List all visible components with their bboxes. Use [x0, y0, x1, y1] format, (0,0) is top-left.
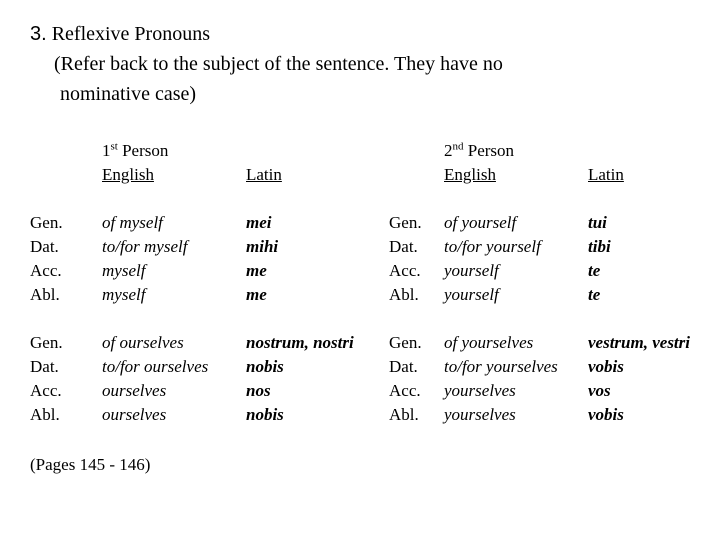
- case-label: Dat.: [389, 237, 418, 256]
- title-text: Reflexive Pronouns: [51, 23, 210, 45]
- latin-form: vobis: [588, 357, 624, 376]
- case-label: Abl.: [389, 285, 419, 304]
- case-label: Dat.: [389, 357, 418, 376]
- latin-form: me: [246, 285, 267, 304]
- case-label: Abl.: [389, 405, 419, 424]
- english-form: myself: [102, 285, 146, 304]
- latin-form: mihi: [246, 237, 279, 256]
- latin-form: vos: [588, 381, 611, 400]
- first-singular-english: [102, 211, 187, 307]
- second-person-latin-header: Latin: [588, 165, 624, 184]
- english-form: ourselves: [102, 405, 167, 424]
- english-form: myself: [102, 261, 146, 280]
- english-form: yourself: [444, 285, 499, 304]
- second-person-heading: [444, 139, 514, 163]
- english-form: to/for myself: [102, 237, 188, 256]
- english-form: yourselves: [444, 381, 516, 400]
- first-person-ordinal: 1: [102, 141, 111, 160]
- english-form: of myself: [102, 213, 163, 232]
- title-note-line-2: nominative case): [60, 83, 197, 105]
- case-label: Acc.: [389, 261, 421, 280]
- english-form: to/for yourselves: [444, 357, 558, 376]
- second-plural-cases: [389, 331, 422, 427]
- english-form: of yourself: [444, 213, 517, 232]
- latin-form: me: [246, 261, 267, 280]
- case-label: Abl.: [30, 405, 60, 424]
- case-label: Gen.: [389, 213, 422, 232]
- second-plural-latin: [588, 331, 690, 427]
- english-form: ourselves: [102, 381, 167, 400]
- latin-form: te: [588, 285, 601, 304]
- case-label: Acc.: [30, 381, 62, 400]
- page-reference: (Pages 145 - 146): [30, 455, 151, 474]
- latin-form: nobis: [246, 405, 284, 424]
- english-form: to/for ourselves: [102, 357, 209, 376]
- second-plural-english: [444, 331, 558, 427]
- second-person-ordinal-suffix: nd: [452, 140, 464, 153]
- case-label: Abl.: [30, 285, 60, 304]
- english-form: to/for yourself: [444, 237, 541, 256]
- page-title: [30, 22, 210, 46]
- latin-form: vestrum, vestri: [588, 333, 690, 352]
- case-label: Dat.: [30, 357, 59, 376]
- first-person-english-header: English: [102, 165, 154, 184]
- latin-form: vobis: [588, 405, 624, 424]
- first-singular-latin: [246, 211, 278, 307]
- latin-form: nostrum, nostri: [246, 333, 354, 352]
- case-label: Acc.: [30, 261, 62, 280]
- title-note-line-1: (Refer back to the subject of the sentence. They have no: [54, 53, 503, 75]
- latin-form: tibi: [588, 237, 611, 256]
- first-plural-latin: [246, 331, 354, 427]
- first-plural-cases: [30, 331, 63, 427]
- first-person-heading: [102, 139, 168, 163]
- first-person-word: Person: [122, 141, 169, 160]
- case-label: Acc.: [389, 381, 421, 400]
- latin-form: nos: [246, 381, 271, 400]
- english-form: yourselves: [444, 405, 516, 424]
- case-label: Dat.: [30, 237, 59, 256]
- second-person-word: Person: [467, 141, 515, 160]
- first-person-latin-header: Latin: [246, 165, 282, 184]
- english-form: of yourselves: [444, 333, 534, 352]
- first-plural-english: [102, 331, 208, 427]
- latin-form: mei: [246, 213, 272, 232]
- latin-form: tui: [588, 213, 607, 232]
- case-label: Gen.: [30, 213, 63, 232]
- latin-form: te: [588, 261, 601, 280]
- first-person-ordinal-suffix: st: [110, 140, 118, 153]
- second-singular-cases: [389, 211, 422, 307]
- english-form: yourself: [444, 261, 499, 280]
- second-singular-english: [444, 211, 541, 307]
- latin-form: nobis: [246, 357, 284, 376]
- english-form: of ourselves: [102, 333, 184, 352]
- case-label: Gen.: [389, 333, 422, 352]
- first-singular-cases: [30, 211, 63, 307]
- title-number: 3.: [30, 23, 47, 45]
- second-person-english-header: English: [444, 165, 496, 184]
- second-singular-latin: [588, 211, 611, 307]
- second-person-ordinal: 2: [444, 141, 453, 160]
- case-label: Gen.: [30, 333, 63, 352]
